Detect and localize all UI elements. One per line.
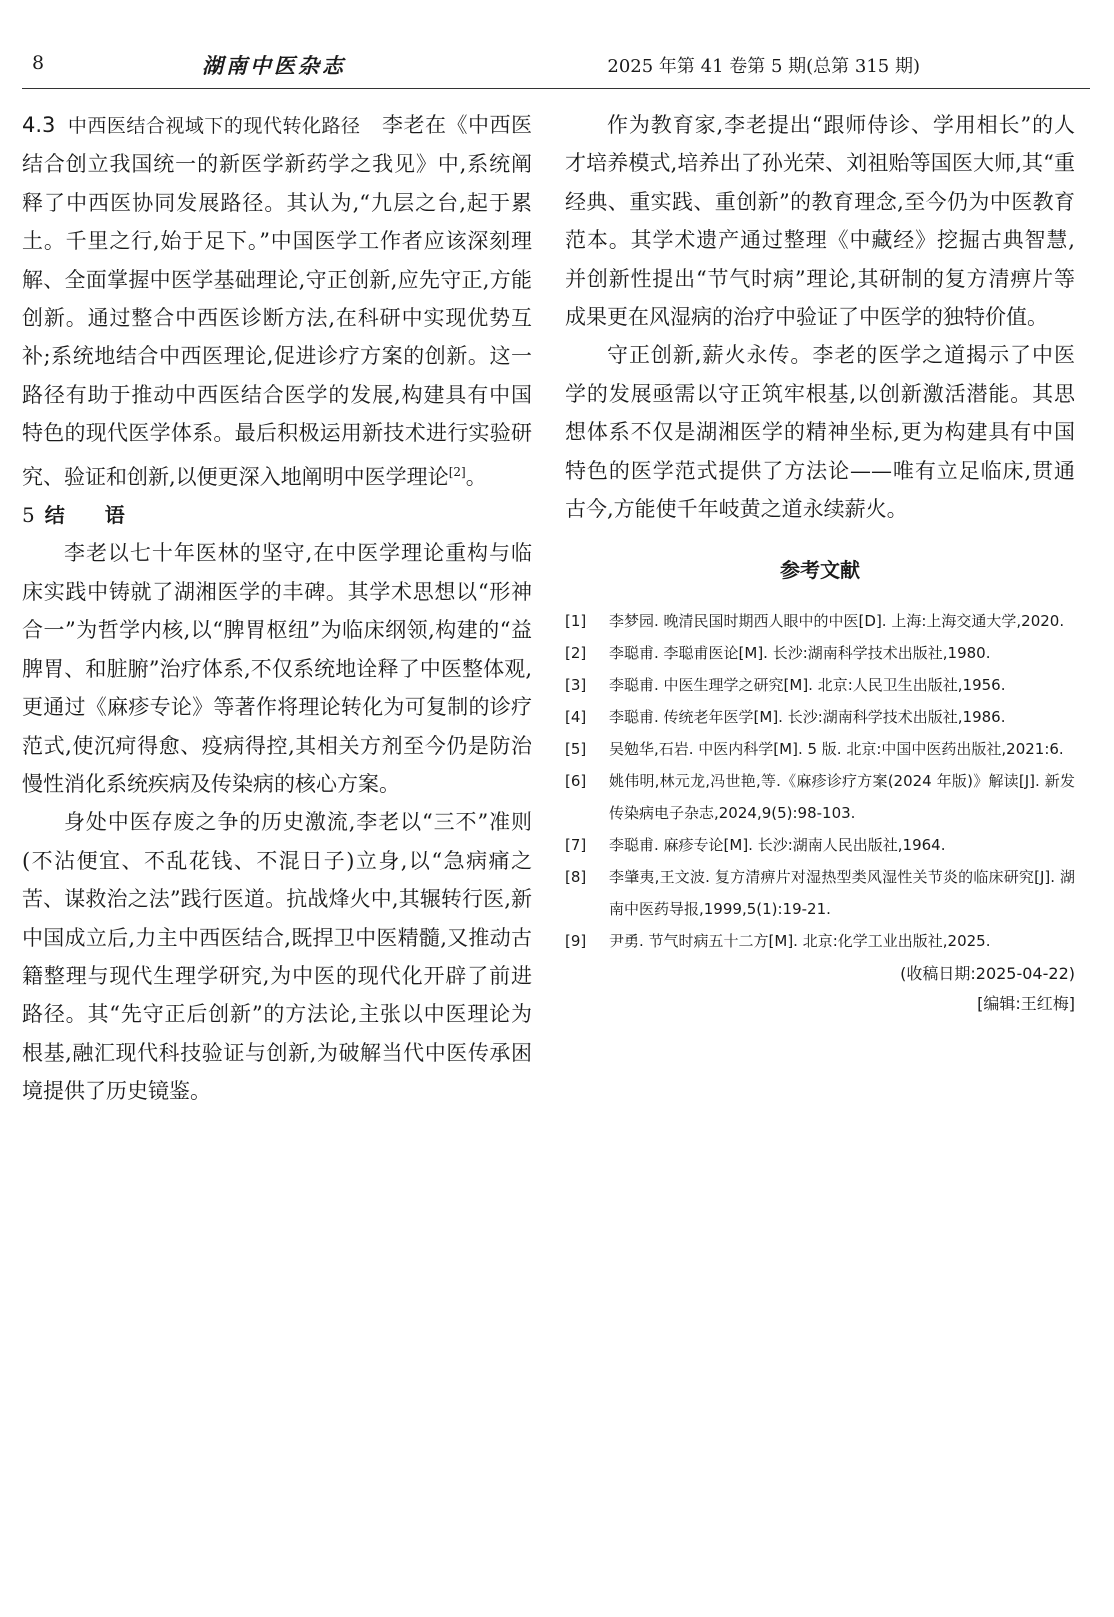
reference-item xyxy=(565,605,1075,637)
section-4-3-text: 李老在《中西医结合创立我国统一的新医学新药学之我见》中,系统阐释了中西医协同发展路径。其认为,“九层之台,起于累土。千里之行,始于足下。”中国医学工作者应该深刻理解、全面掌握中医学基础理论,守正创新,应先守正,方能创新。通过整合中西医诊断方法,在科研中实现优势互补;系统地结合中西医理论,促进诊疗方案的创新。这一路径有助于推动中西医结合医学的发展,构建具有中国特色的现代医学体系。最后积极运用新技术进行实验研究、验证和创新,以便更深入地阐明中医学理论 xyxy=(22,113,533,489)
reference-item xyxy=(565,765,1075,829)
reference-text: 李梦园. 晚清民国时期西人眼中的中医[D]. 上海:上海交通大学,2020. xyxy=(609,612,1065,631)
reference-text: 李聪甫. 传统老年医学[M]. 长沙:湖南科学技术出版社,1986. xyxy=(609,708,1006,727)
section-5-heading xyxy=(22,496,532,534)
section-4-3-paragraph xyxy=(22,106,532,496)
reference-list xyxy=(565,605,1075,957)
reference-item xyxy=(565,925,1075,957)
reference-text: 姚伟明,林元龙,冯世艳,等.《麻疹诊疗方案(2024 年版)》解读[J]. 新发传染病电子杂志,2024,9(5):98-103. xyxy=(609,772,1075,823)
reference-index: [3] xyxy=(565,676,587,695)
reference-index: [7] xyxy=(565,836,587,855)
received-date: (收稿日期:2025-04-22) xyxy=(900,964,1075,984)
reference-text: 李聪甫. 中医生理学之研究[M]. 北京:人民卫生出版社,1956. xyxy=(609,676,1006,695)
page-number: 8 xyxy=(32,52,45,74)
header-rule xyxy=(22,88,1090,89)
reference-text: 李聪甫. 麻疹专论[M]. 长沙:湖南人民出版社,1964. xyxy=(609,836,946,855)
references-heading: 参考文献 xyxy=(780,558,860,583)
page-header xyxy=(22,52,1090,86)
reference-item xyxy=(565,733,1075,765)
reference-index: [8] xyxy=(565,868,587,887)
reference-text: 李肇夷,王文波. 复方清痹片对湿热型类风湿性关节炎的临床研究[J]. 湖南中医药导报,1999,5(1):19-21. xyxy=(609,868,1075,919)
reference-index: [6] xyxy=(565,772,587,791)
reference-index: [1] xyxy=(565,612,587,631)
reference-text: 李聪甫. 李聪甫医论[M]. 长沙:湖南科学技术出版社,1980. xyxy=(609,644,991,663)
section-4-3-title: 中西医结合视域下的现代转化路径 xyxy=(67,115,361,137)
reference-index: [5] xyxy=(565,740,587,759)
citation-2[interactable]: [2] xyxy=(448,464,466,479)
right-column xyxy=(565,106,1075,1019)
section-4-3-end: 。 xyxy=(465,464,487,489)
section-5-number: 5 xyxy=(22,503,35,528)
left-column xyxy=(22,106,532,1111)
reference-text: 吴勉华,石岩. 中医内科学[M]. 5 版. 北京:中国中医药出版社,2021:6. xyxy=(609,740,1064,759)
reference-text: 尹勇. 节气时病五十二方[M]. 北京:化学工业出版社,2025. xyxy=(609,932,991,951)
conclusion-paragraph-4: 守正创新,薪火永传。李老的医学之道揭示了中医学的发展亟需以守正筑牢根基,以创新激活潜能。其思想体系不仅是湖湘医学的精神坐标,更为构建具有中国特色的医学范式提供了方法论——唯有立足临床,贯通古今,方能使千年岐黄之道永续薪火。 xyxy=(565,343,1075,522)
section-5-title: 结 语 xyxy=(44,503,125,528)
reference-item xyxy=(565,637,1075,669)
editor-credit: [编辑:王红梅] xyxy=(977,994,1075,1014)
reference-item xyxy=(565,701,1075,733)
conclusion-paragraph-3: 作为教育家,李老提出“跟师侍诊、学用相长”的人才培养模式,培养出了孙光荣、刘祖贻等国医大师,其“重经典、重实践、重创新”的教育理念,至今仍为中医教育范本。其学术遗产通过整理《中藏经》挖掘古典智慧,并创新性提出“节气时病”理论,其研制的复方清痹片等成果更在风湿病的治疗中验证了中医学的独特价值。 xyxy=(565,113,1075,330)
journal-name: 湖南中医杂志 xyxy=(202,53,346,78)
reference-index: [9] xyxy=(565,932,587,951)
conclusion-paragraph-2: 身处中医存废之争的历史激流,李老以“三不”准则(不沾便宜、不乱花钱、不混日子)立身,以“急病痛之苦、谋救治之法”践行医道。抗战烽火中,其辗转行医,新中国成立后,力主中西医结合,既捍卫中医精髓,又推动古籍整理与现代生理学研究,为中医的现代化开辟了前进路径。其“先守正后创新”的方法论,主张以中医理论为根基,融汇现代科技验证与创新,为破解当代中医传承困境提供了历史镜鉴。 xyxy=(22,810,532,1104)
conclusion-paragraph-1: 李老以七十年医林的坚守,在中医学理论重构与临床实践中铸就了湖湘医学的丰碑。其学术思想以“形神合一”为哲学内核,以“脾胃枢纽”为临床纲领,构建的“益脾胃、和脏腑”治疗体系,不仅系统地诠释了中医整体观,更通过《麻疹专论》等著作将理论转化为可复制的诊疗范式,使沉疴得愈、疫病得控,其相关方剂至今仍是防治慢性消化系统疾病及传染病的核心方案。 xyxy=(22,541,532,796)
reference-item xyxy=(565,861,1075,925)
section-4-3-number: 4.3 xyxy=(22,113,56,137)
reference-item xyxy=(565,829,1075,861)
reference-index: [2] xyxy=(565,644,587,663)
issue-info: 2025 年第 41 卷第 5 期(总第 315 期) xyxy=(607,56,920,77)
reference-item xyxy=(565,669,1075,701)
reference-index: [4] xyxy=(565,708,587,727)
